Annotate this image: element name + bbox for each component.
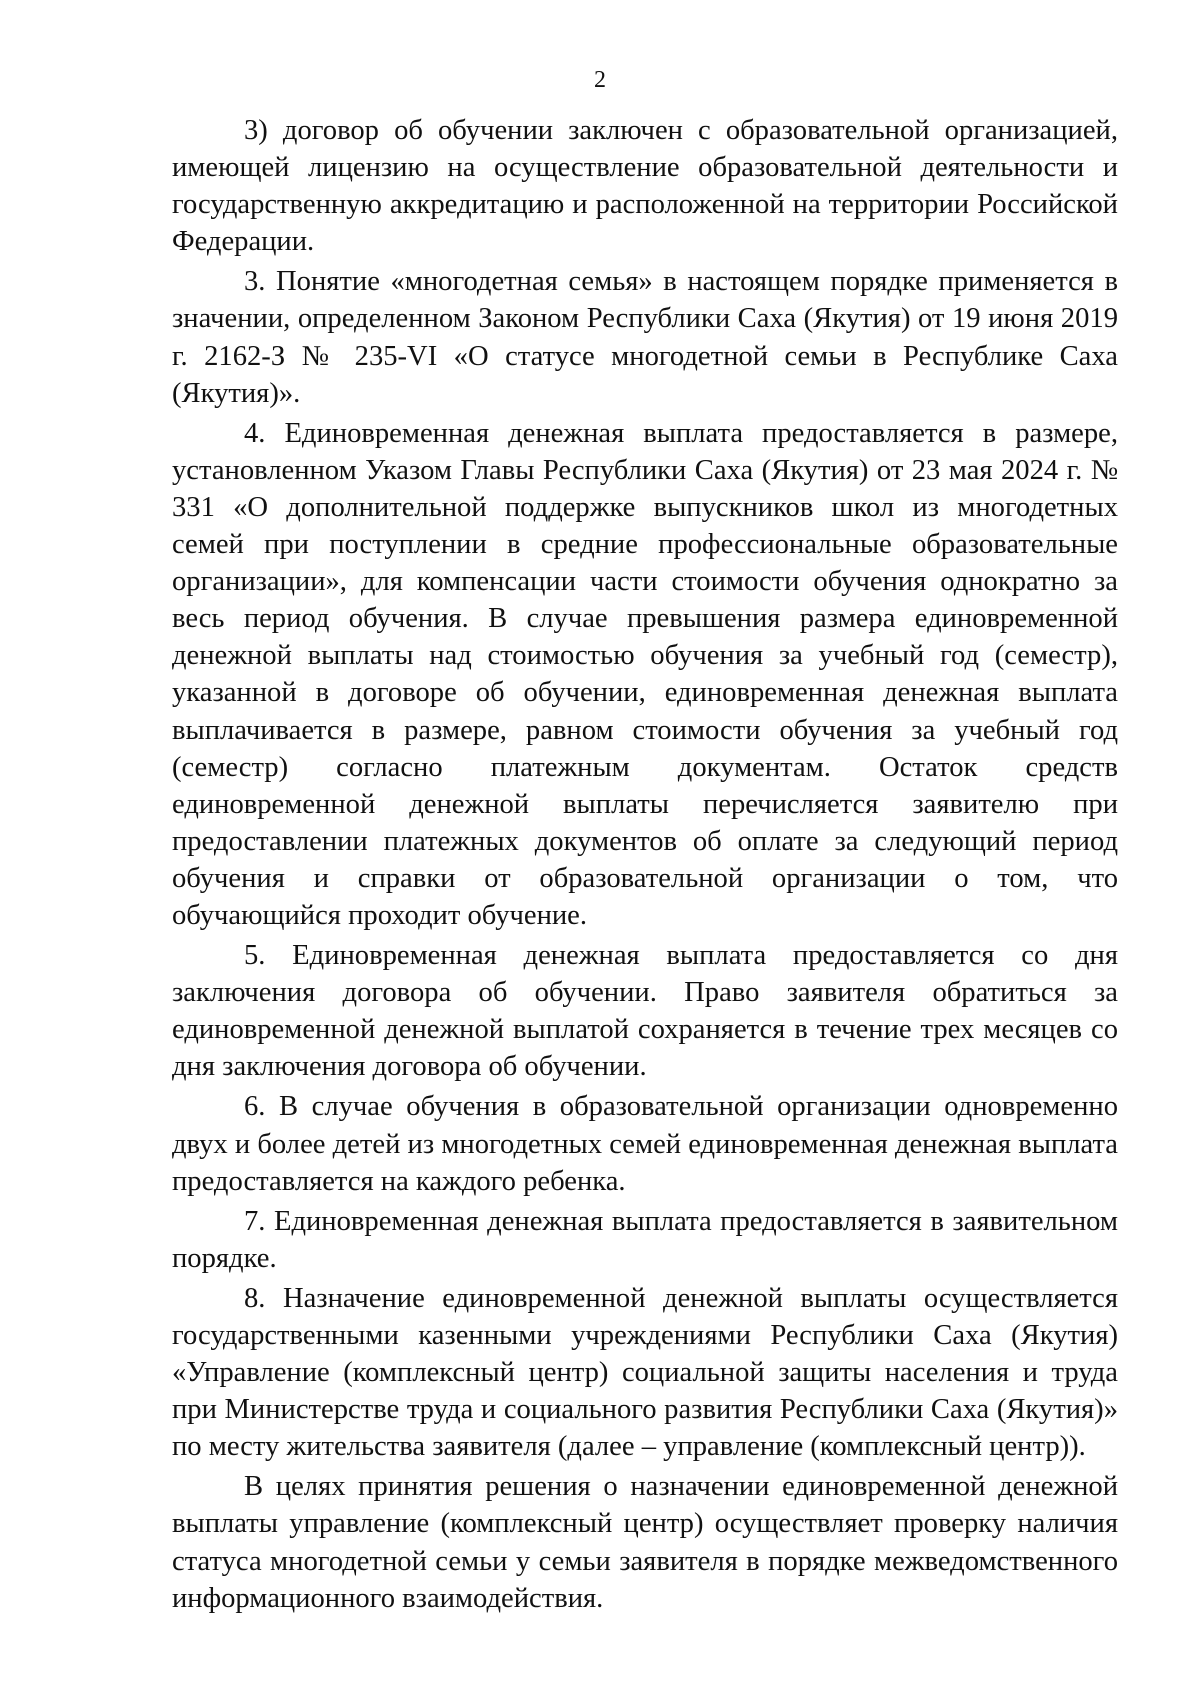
- page-number: 2: [594, 67, 606, 93]
- document-body: [172, 112, 1118, 1620]
- paragraph-item-3-clause: 3) договор об обучении заключен с образовательной организацией, имеющей лицензию на осуществление образовательной деятельности и государственную аккредитацию и расположенной на территории Российской Федерации.: [172, 115, 1118, 258]
- paragraph-8: 8. Назначение единовременной денежной выплаты осуществляется государственными казенными учреждениями Республики Саха (Якутия) «Управление (комплексный центр) социальной защиты населения и труда при Министерстве труда и социального развития Республики Саха (Якутия)» по месту жительства заявителя (далее – управление (комплексный центр)).: [172, 1282, 1118, 1463]
- paragraph-8-continuation: В целях принятия решения о назначении единовременной денежной выплаты управление (комплексный центр) осуществляет проверку наличия статуса многодетной семьи у семьи заявителя в порядке межведомственного информационного взаимодействия.: [172, 1471, 1118, 1614]
- paragraph-6: 6. В случае обучения в образовательной организации одновременно двух и более детей из многодетных семей единовременная денежная выплата предоставляется на каждого ребенка.: [172, 1091, 1118, 1197]
- paragraph-3: 3. Понятие «многодетная семья» в настоящем порядке применяется в значении, определенном Законом Республики Саха (Якутия) от 19 июня 2019 г. 2162-З № 235-VI «О статусе многодетной семьи в Республике Саха (Якутия)».: [172, 266, 1118, 409]
- paragraph-4: 4. Единовременная денежная выплата предоставляется в размере, установленном Указом Главы Республики Саха (Якутия) от 23 мая 2024 г. № 331 «О дополнительной поддержке выпускников школ из многодетных семей при поступлении в средние профессиональные образовательные организации», для компенсации части стоимости обучения однократно за весь период обучения. В случае превышения размера единовременной денежной выплаты над стоимостью обучения за учебный год (семестр), указанной в договоре об обучении, единовременная денежная выплата выплачивается в размере, равном стоимости обучения за учебный год (семестр) согласно платежным документам. Остаток средств единовременной денежной выплаты перечисляется заявителю при предоставлении платежных документов об оплате за следующий период обучения и справки от образовательной организации о том, что обучающийся проходит обучение.: [172, 417, 1118, 931]
- paragraph-7: 7. Единовременная денежная выплата предоставляется в заявительном порядке.: [172, 1205, 1118, 1274]
- paragraph-5: 5. Единовременная денежная выплата предоставляется со дня заключения договора об обучении. Право заявителя обратиться за единовременной денежной выплатой сохраняется в течение трех месяцев со дня заключения договора об обучении.: [172, 940, 1118, 1083]
